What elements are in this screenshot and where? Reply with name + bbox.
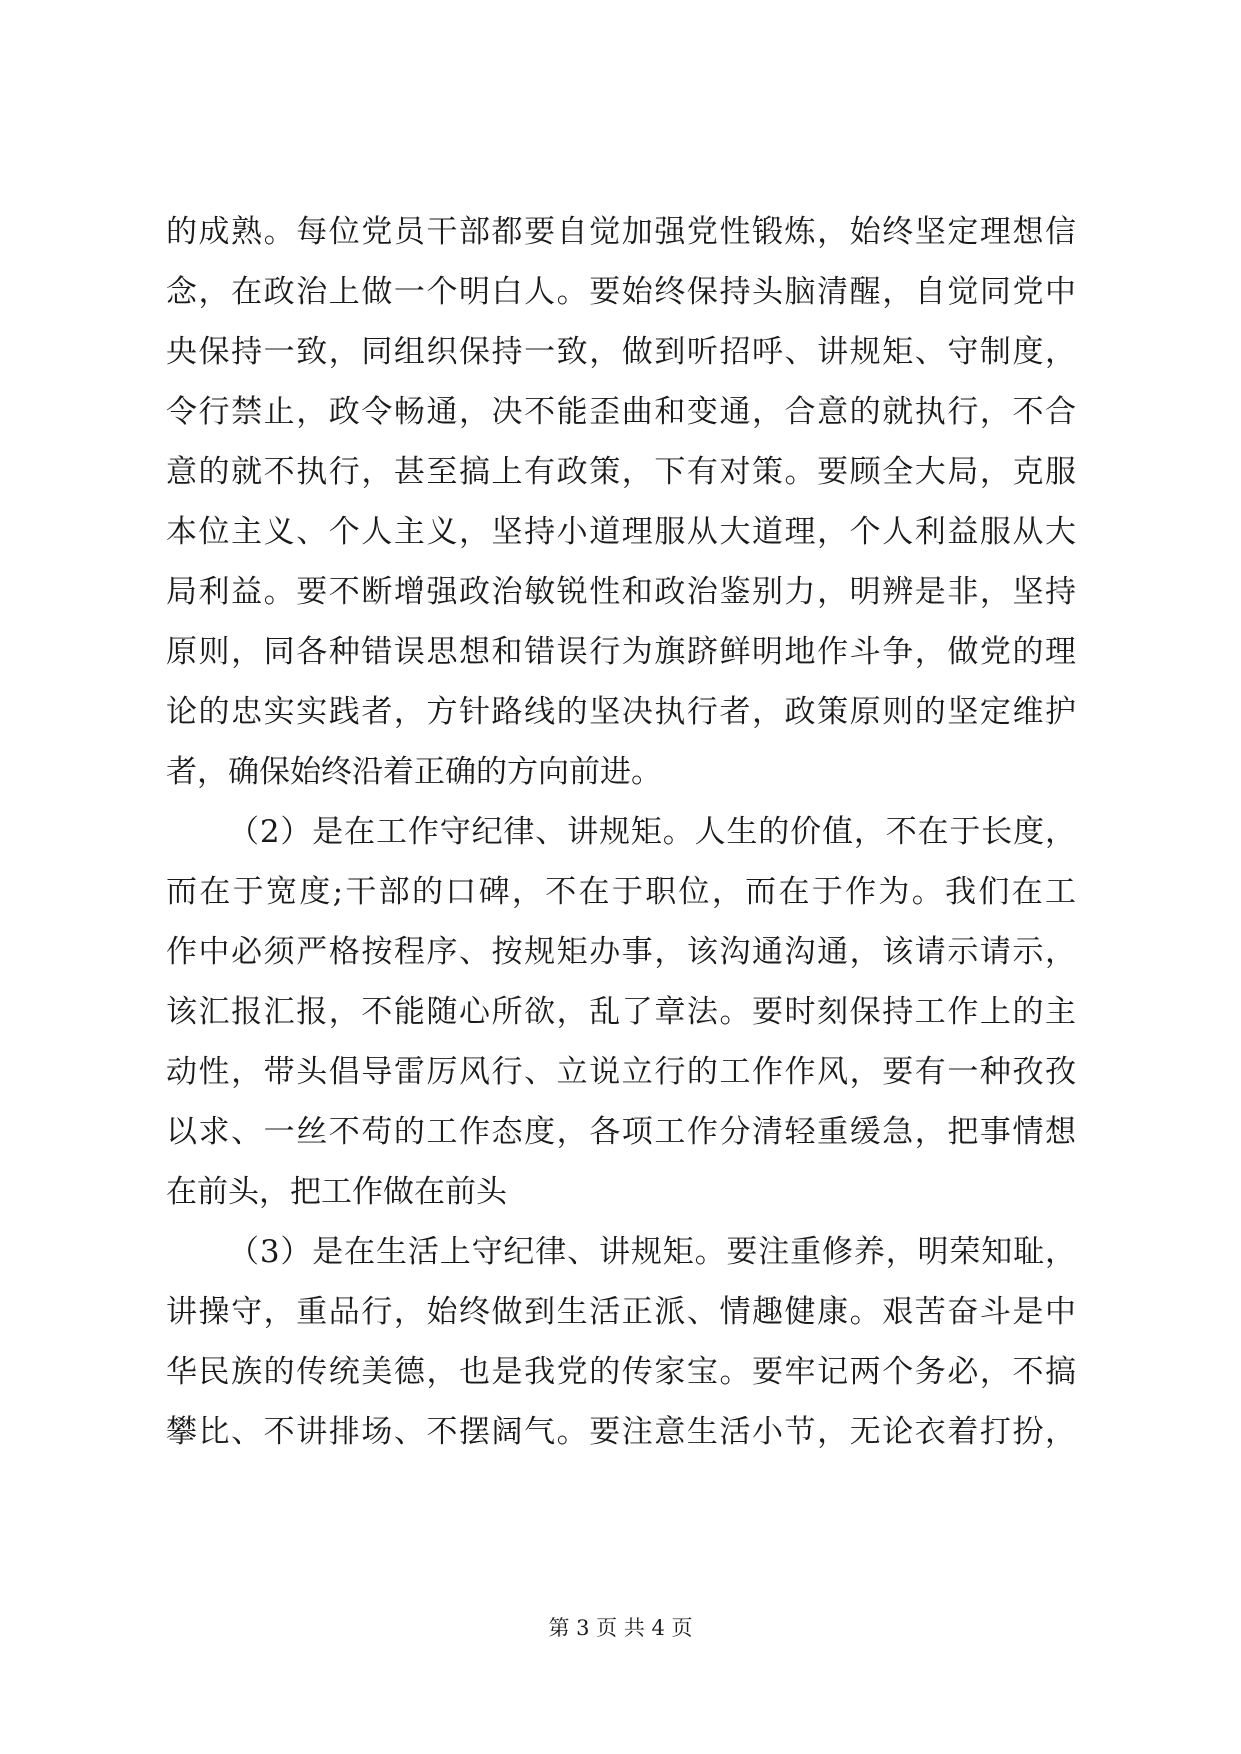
text-line: 讲操守，重品行，始终做到生活正派、情趣健康。艰苦奋斗是中 (166, 1294, 1076, 1330)
text-line: 者，确保始终沿着正确的方向前进。 (166, 754, 662, 790)
paragraph-start-line: （2）是在工作守纪律、讲规矩。人生的价值，不在于长度， (228, 814, 1076, 850)
text-line: 而在于宽度;干部的口碑，不在于职位，而在于作为。我们在工 (166, 874, 1076, 910)
text-line: 令行禁止，政令畅通，决不能歪曲和变通，合意的就执行，不合 (166, 394, 1076, 430)
text-line: 论的忠实实践者，方针路线的坚决执行者，政策原则的坚定维护 (166, 694, 1076, 730)
page-number-footer: 第 3 页 共 4 页 (548, 1616, 693, 1640)
text-line: 念，在政治上做一个明白人。要始终保持头脑清醒，自觉同党中 (166, 274, 1076, 310)
text-line: 该汇报汇报，不能随心所欲，乱了章法。要时刻保持工作上的主 (166, 994, 1076, 1030)
text-line: 意的就不执行，甚至搞上有政策，下有对策。要顾全大局，克服 (166, 454, 1076, 490)
paragraph-start-line: （3）是在生活上守纪律、讲规矩。要注重修养，明荣知耻， (228, 1234, 1076, 1270)
text-line: 以求、一丝不苟的工作态度，各项工作分清轻重缓急，把事情想 (166, 1114, 1076, 1150)
text-line: 局利益。要不断增强政治敏锐性和政治鉴别力，明辨是非，坚持 (166, 574, 1076, 610)
text-line: 动性，带头倡导雷厉风行、立说立行的工作作风，要有一种孜孜 (166, 1054, 1076, 1090)
text-line: 本位主义、个人主义，坚持小道理服从大道理，个人利益服从大 (166, 514, 1076, 550)
text-line: 的成熟。每位党员干部都要自觉加强党性锻炼，始终坚定理想信 (166, 214, 1076, 250)
text-line: 华民族的传统美德，也是我党的传家宝。要牢记两个务必，不搞 (166, 1354, 1076, 1390)
text-line: 作中必须严格按程序、按规矩办事，该沟通沟通，该请示请示， (166, 934, 1076, 970)
text-line: 在前头，把工作做在前头 (166, 1174, 507, 1210)
text-line: 攀比、不讲排场、不摆阔气。要注意生活小节，无论衣着打扮， (166, 1414, 1076, 1450)
text-line: 原则，同各种错误思想和错误行为旗跻鲜明地作斗争，做党的理 (166, 634, 1076, 670)
text-line: 央保持一致，同组织保持一致，做到听招呼、讲规矩、守制度， (166, 334, 1076, 370)
